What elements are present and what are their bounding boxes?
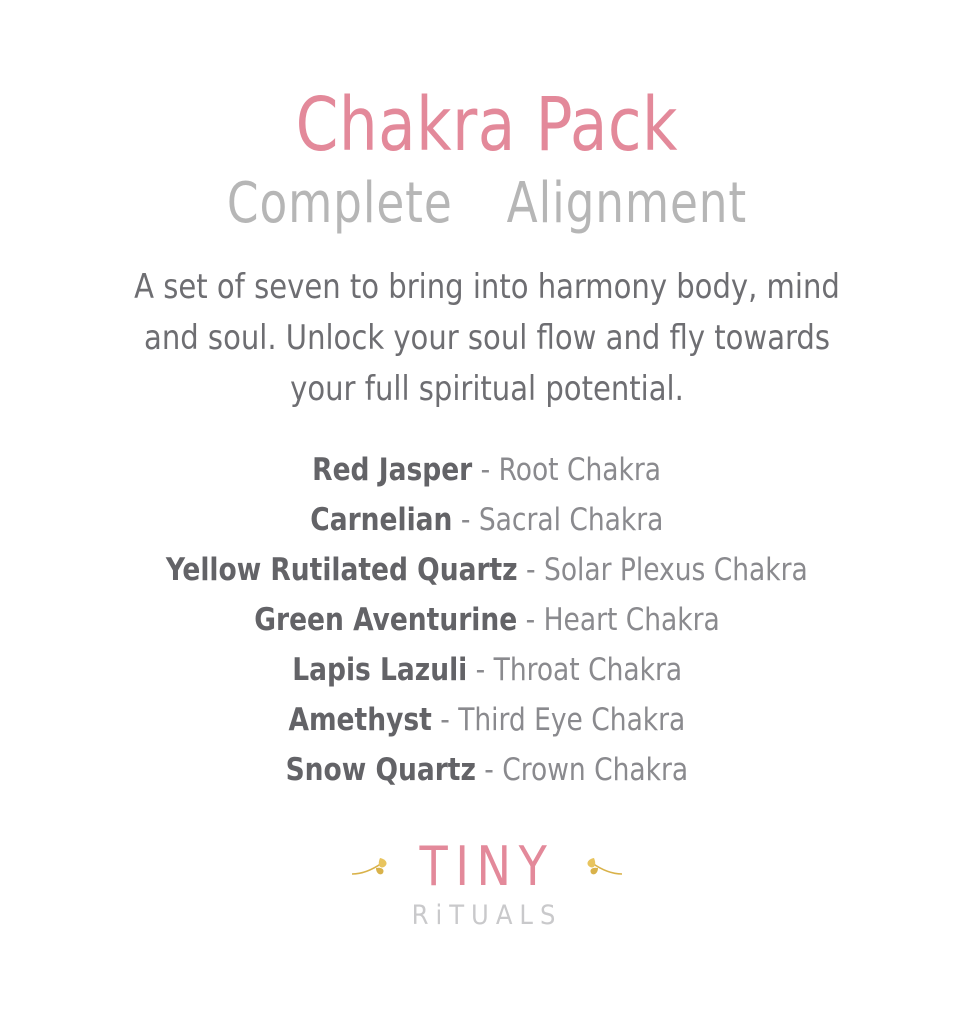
list-item xyxy=(286,745,689,795)
list-item xyxy=(292,645,682,695)
stone-separator: - xyxy=(484,752,494,788)
stone-name: Snow Quartz xyxy=(285,752,477,788)
list-item xyxy=(166,545,808,595)
stone-separator: - xyxy=(526,552,536,588)
product-description: A set of seven to bring into harmony body, mind and soul. Unlock your soul flow and fly towards your full spiritual potential. xyxy=(134,267,840,409)
brand-logo xyxy=(350,835,624,931)
logo-main-row xyxy=(350,835,624,898)
list-item xyxy=(289,695,686,745)
subtitle-word-complete: Complete xyxy=(226,171,453,236)
stone-chakra: Solar Plexus Chakra xyxy=(544,552,808,588)
stone-name: Red Jasper xyxy=(312,452,473,488)
stone-name: Lapis Lazuli xyxy=(292,652,468,688)
stone-separator: - xyxy=(525,602,536,638)
stone-separator: - xyxy=(475,652,486,688)
list-item xyxy=(313,445,662,495)
stone-chakra: Crown Chakra xyxy=(502,752,689,788)
leaf-flourish-icon xyxy=(350,854,394,880)
stone-chakra: Heart Chakra xyxy=(543,602,720,638)
stone-separator: - xyxy=(461,502,471,538)
stone-name: Carnelian xyxy=(310,502,453,538)
logo-tagline: RiTUALS xyxy=(411,900,563,931)
stone-chakra: Third Eye Chakra xyxy=(458,702,686,738)
stone-name: Green Aventurine xyxy=(254,602,518,638)
leaf-flourish-icon xyxy=(580,854,624,880)
list-item xyxy=(310,495,663,545)
page-title: Chakra Pack xyxy=(295,82,679,168)
stone-chakra-list xyxy=(149,445,825,795)
stone-chakra: Sacral Chakra xyxy=(478,502,664,538)
stone-separator: - xyxy=(481,452,491,488)
stone-name: Amethyst xyxy=(288,702,432,738)
list-item xyxy=(254,595,720,645)
stone-separator: - xyxy=(440,702,450,738)
page-subtitle xyxy=(226,171,748,236)
stone-chakra: Root Chakra xyxy=(499,452,662,488)
subtitle-word-alignment: Alignment xyxy=(506,171,748,236)
stone-name: Yellow Rutilated Quartz xyxy=(166,552,518,588)
stone-chakra: Throat Chakra xyxy=(493,652,682,688)
logo-wordmark: TINY xyxy=(419,835,555,898)
